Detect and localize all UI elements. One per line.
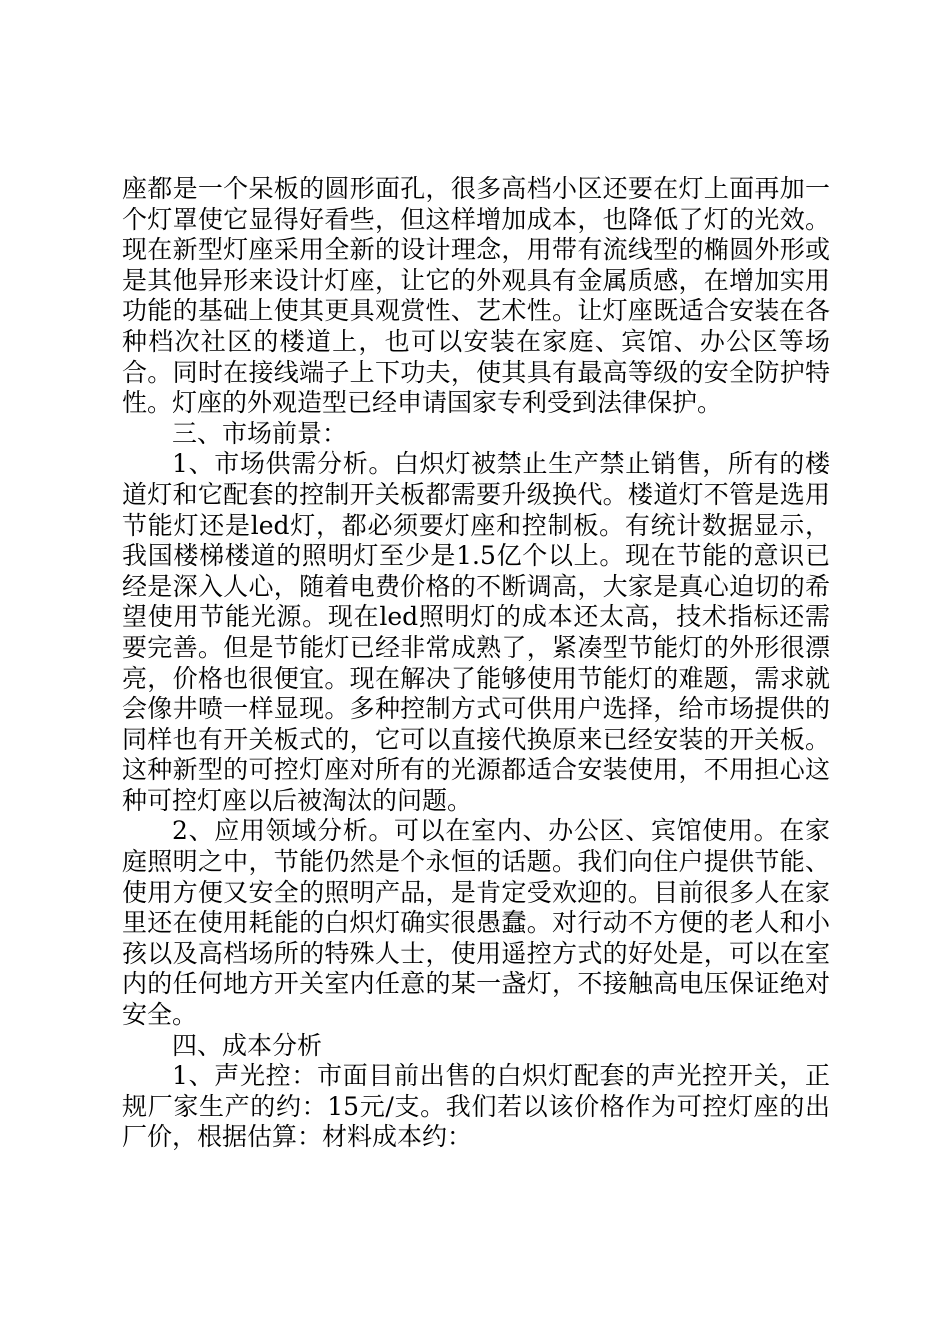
heading-cost-analysis: 四、成本分析: [172, 1030, 323, 1060]
paragraph-supply-demand: 1、市场供需分析。白炽灯被禁止生产禁止销售，所有的楼道灯和它配套的控制开关板都需要升级换代。楼道灯不管是选用节能灯还是led灯，都必须要灯座和控制板。有统计数据显示，我国楼梯楼道的照明灯至少是1.5亿个以上。现在节能的意识已经是深入人心，随着电费价格的不断调高，大家是真心迫切的希望使用节能光源。现在led照明灯的成本还太高，技术指标还需要完善。但是节能灯已经非常成熟了，紧凑型节能灯的外形很漂亮，价格也很便宜。现在解决了能够使用节能灯的难题，需求就会像井喷一样显现。多种控制方式可供用户选择，给市场提供的同样也有开关板式的，它可以直接代换原来已经安装的开关板。这种新型的可控灯座对所有的光源都适合安装使用，不用担心这种可控灯座以后被淘汰的问题。: [122, 449, 830, 815]
heading-market-outlook: 三、市场前景：: [172, 418, 348, 448]
paragraph-lamp-design: 座都是一个呆板的圆形面孔，很多高档小区还要在灯上面再加一个灯罩使它显得好看些，但这样增加成本，也降低了灯的光效。现在新型灯座采用全新的设计理念，用带有流线型的椭圆外形或是其他异形来设计灯座，让它的外观具有金属质感，在增加实用功能的基础上使其更具观赏性、艺术性。让灯座既适合安装在各种档次社区的楼道上，也可以安装在家庭、宾馆、办公区等场合。同时在接线端子上下功夫，使其具有最高等级的安全防护特性。灯座的外观造型已经申请国家专利受到法律保护。: [122, 174, 830, 418]
paragraph-sound-light-control: 1、声光控：市面目前出售的白炽灯配套的声光控开关，正规厂家生产的约：15元/支。我们若以该价格作为可控灯座的出厂价，根据估算：材料成本约：: [122, 1061, 830, 1152]
paragraph-application-fields: 2、应用领域分析。可以在室内、办公区、宾馆使用。在家庭照明之中，节能仍然是个永恒的话题。我们向住户提供节能、使用方便又安全的照明产品，是肯定受欢迎的。目前很多人在家里还在使用耗能的白炽灯确实很愚蠢。对行动不方便的老人和小孩以及高档场所的特殊人士，使用遥控方式的好处是，可以在室内的任何地方开关室内任意的某一盏灯，不接触高电压保证绝对安全。: [122, 816, 830, 1030]
document-body: [122, 174, 830, 1153]
